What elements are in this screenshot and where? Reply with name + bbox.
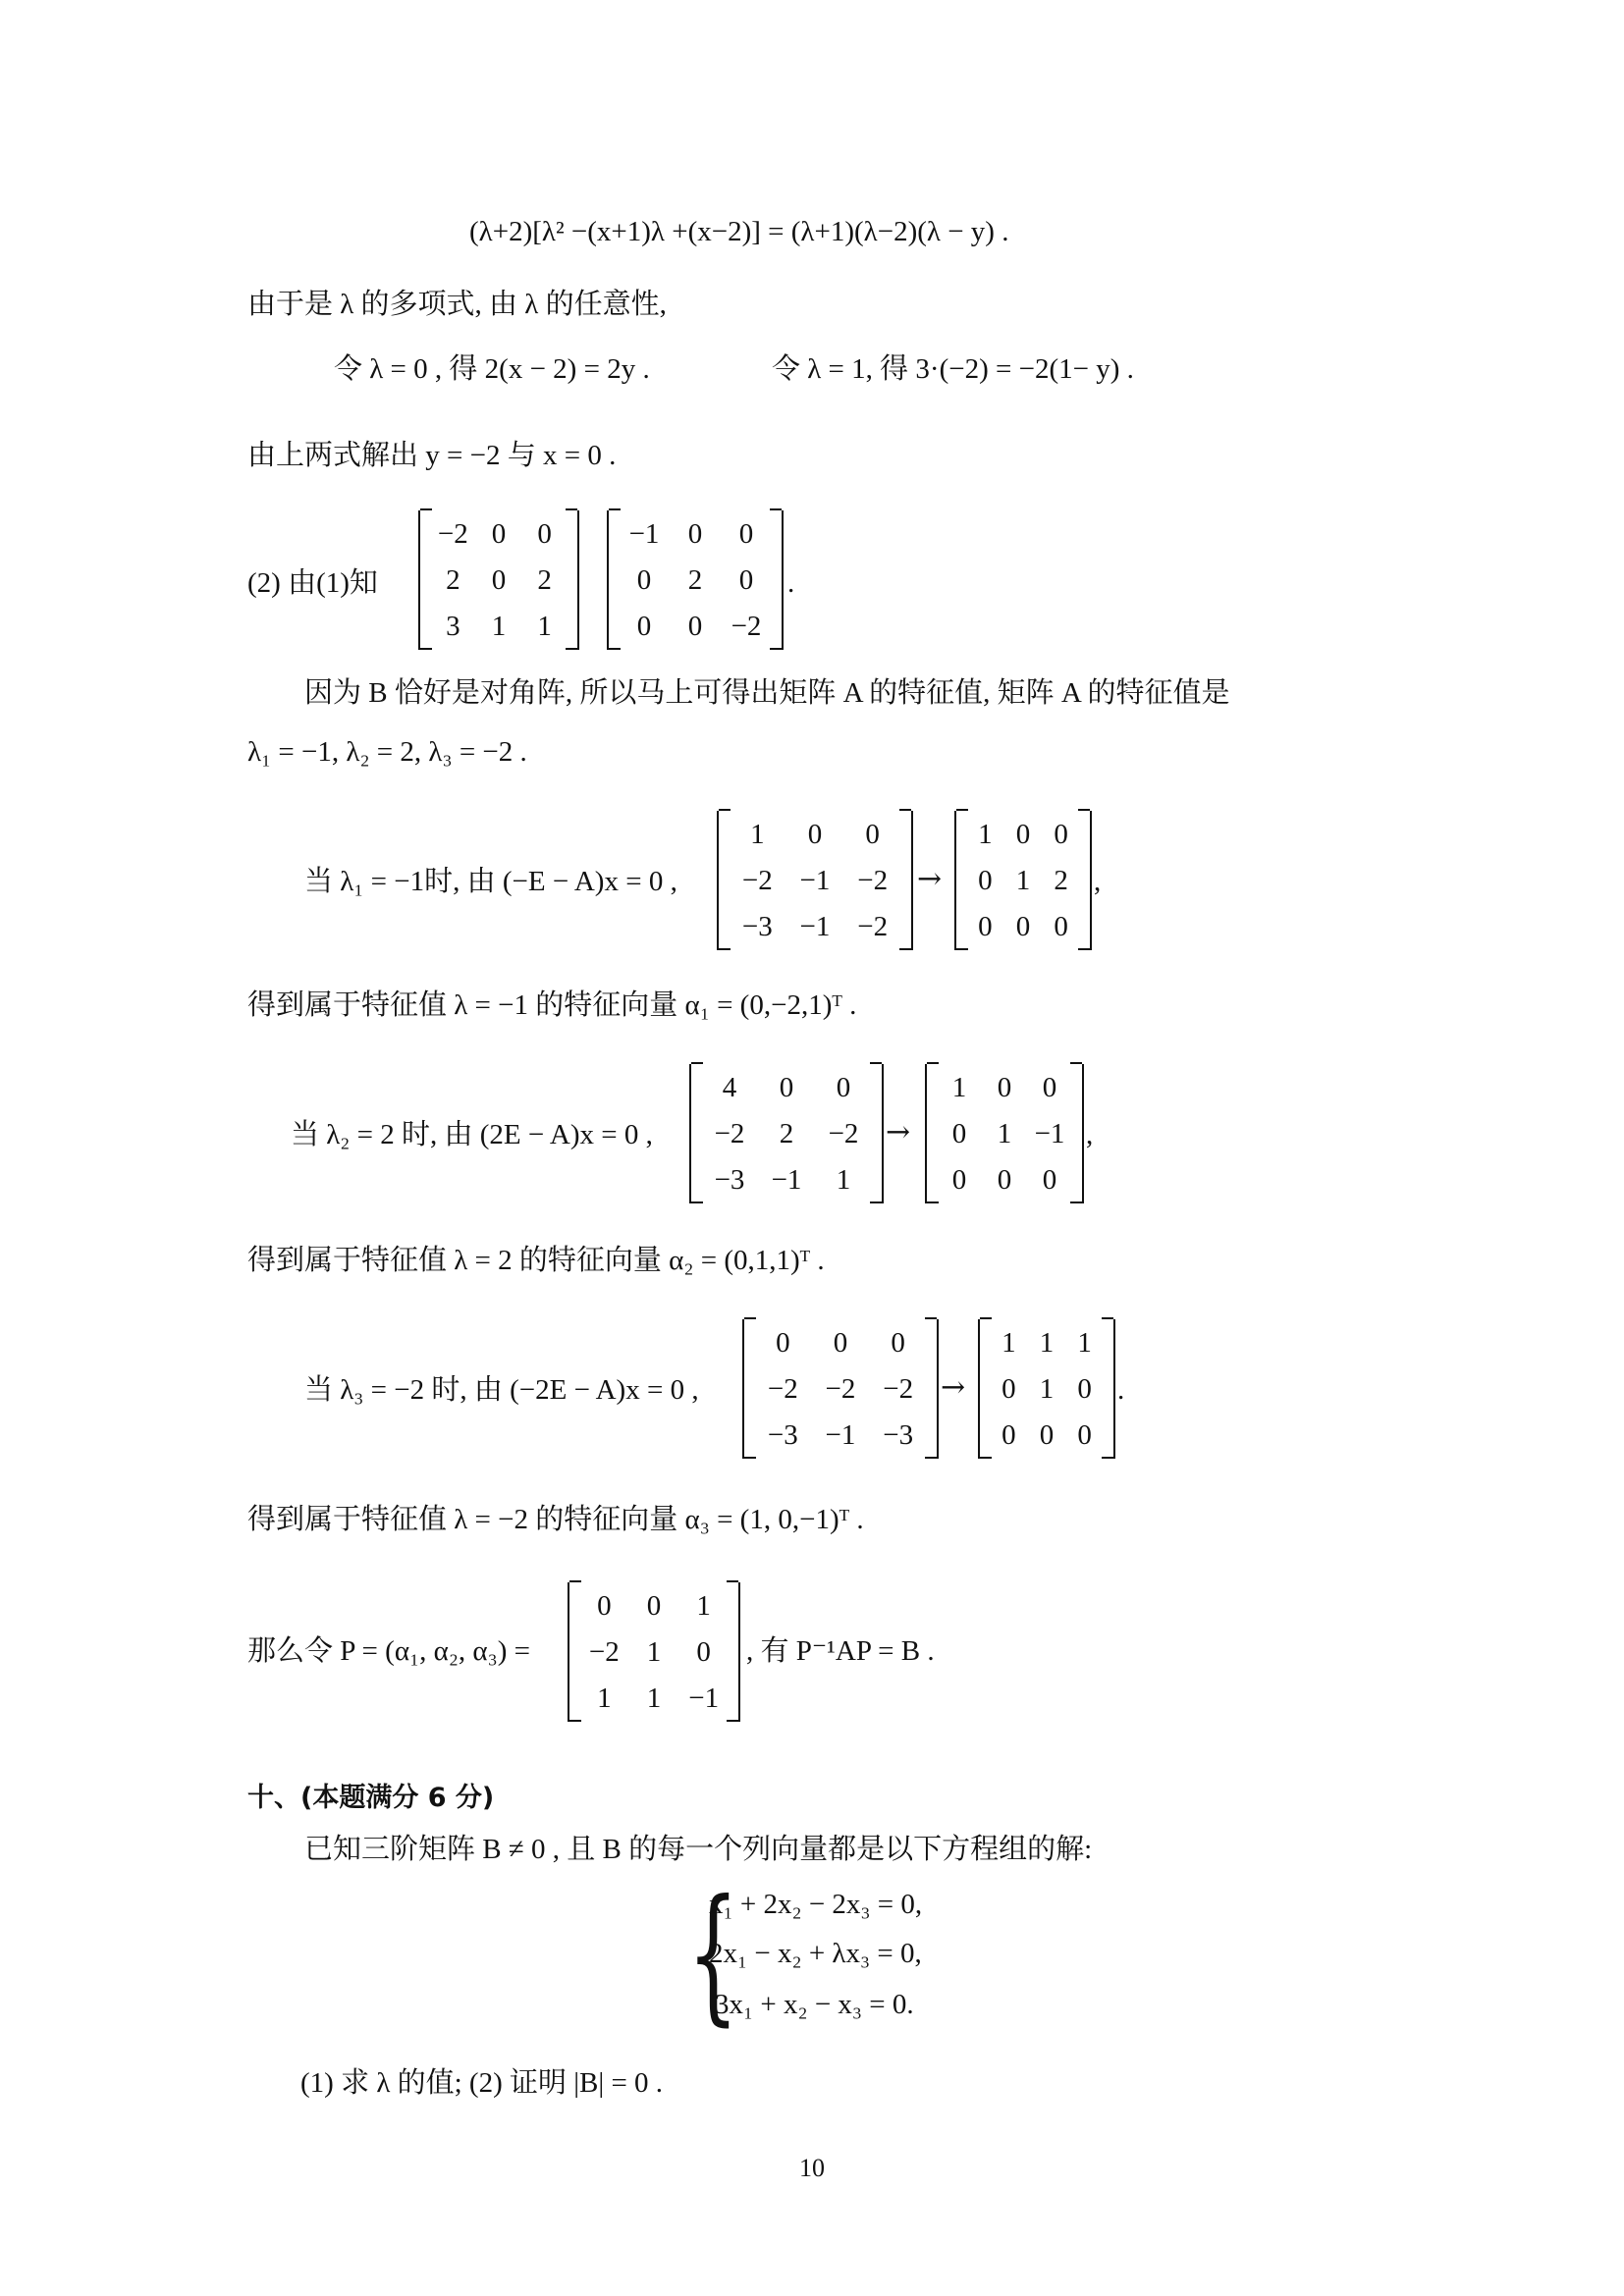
matrix-cell: 0 (1039, 1419, 1055, 1452)
matrix-cell: −2 (767, 1373, 798, 1405)
matrix-case2-b (925, 1064, 1084, 1203)
matrix-cell: 0 (687, 611, 703, 643)
matrix-cell: 1 (997, 1118, 1012, 1149)
matrix-cell: −1 (1034, 1118, 1065, 1149)
matrix-cell: 0 (951, 1164, 967, 1197)
matrix-cell: 1 (1015, 865, 1031, 896)
matrix-cell: −2 (857, 911, 889, 943)
matrix-case2-a (689, 1064, 884, 1203)
matrix-cell: 0 (738, 564, 754, 596)
matrix-cell: 0 (776, 1326, 790, 1359)
matrix-cell: 0 (738, 517, 754, 550)
matrix-case3-b (978, 1319, 1115, 1459)
text-line-4-prefix: (2) 由(1)知 (247, 567, 378, 599)
text-line-5: 因为 B 恰好是对角阵, 所以马上可得出矩阵 A 的特征值, 矩阵 A 的特征值是 (304, 677, 1230, 709)
section-10-heading: 十、(本题满分 6 分) (247, 1783, 495, 1813)
matrix-cell: −3 (714, 1164, 745, 1197)
matrix-bracket-cap (691, 1062, 703, 1064)
text-line-1: 由于是 λ 的多项式, 由 λ 的任意性, (247, 289, 667, 320)
matrix-cell: 1 (1039, 1326, 1055, 1359)
matrix-cell: 0 (1077, 1419, 1092, 1452)
matrix-case3-a (742, 1319, 939, 1459)
matrix-cell: −2 (741, 865, 773, 896)
matrix-bracket-cap (744, 1457, 756, 1459)
system-eq-2: 2x₁ − x₂ + λx₃ = 0, (709, 1938, 922, 1969)
matrix-cell: −2 (825, 1373, 856, 1405)
matrix-cell: −3 (883, 1419, 914, 1452)
matrix-cell: −2 (437, 517, 468, 550)
matrix-bracket-cap (1078, 948, 1090, 950)
system-eq-1: x₁ + 2x₂ − 2x₃ = 0, (709, 1889, 923, 1920)
matrix-cell: 0 (997, 1071, 1012, 1103)
p-definition-prefix: 那么令 P = (α₁, α₂, α₃) = (247, 1635, 530, 1667)
matrix-bracket-cap (569, 1580, 581, 1582)
question-10-text: 已知三阶矩阵 B ≠ 0 , 且 B 的每一个列向量都是以下方程组的解: (304, 1834, 1093, 1865)
text-line-3: 由上两式解出 y = −2 与 x = 0 . (247, 440, 617, 471)
matrix-cell: 0 (636, 611, 652, 643)
matrix-cell: 2 (1054, 865, 1068, 896)
matrix-cell: 1 (491, 611, 507, 643)
matrix-cell: 1 (646, 1636, 662, 1668)
matrix-cell: 2 (446, 564, 460, 596)
matrix-cell: 0 (951, 1118, 967, 1149)
matrix-cell: 0 (687, 517, 703, 550)
matrix-bracket-cap (420, 508, 432, 510)
matrix-cell: 0 (1054, 911, 1068, 943)
matrix-cell: −2 (731, 611, 762, 643)
matrix-cell: 0 (836, 1071, 851, 1103)
matrix-bracket-cap (980, 1457, 992, 1459)
p-definition-suffix: , 有 P⁻¹AP = B . (746, 1635, 935, 1667)
matrix-bracket-cap (925, 1317, 937, 1319)
arrow-3: → (941, 1370, 966, 1405)
matrix-bracket-cap (1102, 1317, 1113, 1319)
matrix-bracket-cap (566, 508, 577, 510)
case-2-prefix: 当 λ₂ = 2 时, 由 (2E − A)x = 0 , (291, 1119, 653, 1150)
matrix-case1-a (717, 811, 913, 950)
matrix-cell: 0 (891, 1326, 905, 1359)
matrix-cell: 0 (646, 1589, 662, 1622)
matrix-cell: 0 (978, 911, 993, 943)
page-number: 10 (799, 2154, 825, 2182)
matrix-cell: 1 (537, 611, 552, 643)
matrix-bracket-cap (744, 1317, 756, 1319)
eigenvector-3: 得到属于特征值 λ = −2 的特征向量 α₃ = (1, 0,−1)ᵀ . (247, 1504, 864, 1535)
matrix-cell: 0 (1077, 1373, 1092, 1405)
matrix-case1-b (954, 811, 1092, 950)
matrix-cell: 1 (1039, 1373, 1055, 1405)
eigenvector-2: 得到属于特征值 λ = 2 的特征向量 α₂ = (0,1,1)ᵀ . (247, 1245, 825, 1276)
matrix-bracket-cap (899, 948, 911, 950)
matrix-cell: 2 (779, 1118, 794, 1149)
matrix-bracket-cap (1078, 809, 1090, 811)
matrix-cell: 0 (1001, 1419, 1016, 1452)
text-line-2a: 令 λ = 0 , 得 2(x − 2) = 2y . (334, 353, 650, 385)
case-2-suffix: , (1086, 1119, 1094, 1150)
matrix-bracket-cap (770, 508, 782, 510)
matrix-cell: 0 (1042, 1071, 1057, 1103)
matrix-cell: 1 (978, 818, 993, 850)
matrix-s1 (418, 510, 579, 650)
matrix-cell: −1 (628, 517, 660, 550)
matrix-cell: 0 (997, 1164, 1012, 1197)
matrix-cell: −2 (714, 1118, 745, 1149)
matrix-bracket-cap (1070, 1062, 1082, 1064)
matrix-cell: −3 (767, 1419, 798, 1452)
matrix-cell: −1 (825, 1419, 856, 1452)
system-eq-3: 3x₁ + x₂ − x₃ = 0. (715, 1989, 914, 2020)
case-3-prefix: 当 λ₃ = −2 时, 由 (−2E − A)x = 0 , (304, 1374, 699, 1406)
case-1-prefix: 当 λ₁ = −1时, 由 (−E − A)x = 0 , (304, 866, 677, 897)
matrix-bracket-cap (1102, 1457, 1113, 1459)
text-line-6: λ₁ = −1, λ₂ = 2, λ₃ = −2 . (247, 736, 527, 768)
matrix-cell: 0 (779, 1071, 794, 1103)
matrix-cell: 1 (696, 1589, 711, 1622)
matrix-cell: 0 (1015, 818, 1031, 850)
matrix-cell: −1 (799, 911, 831, 943)
matrix-bracket-cap (1070, 1201, 1082, 1203)
matrix-bracket-cap (770, 648, 782, 650)
equation-top: (λ+2)[λ² −(x+1)λ +(x−2)] = (λ+1)(λ−2)(λ − y) . (469, 216, 1009, 247)
matrix-cell: 0 (537, 517, 552, 550)
matrix-cell: 0 (978, 865, 993, 896)
matrix-cell: −1 (799, 865, 831, 896)
matrix-cell: 0 (1054, 818, 1068, 850)
system-brace: { (687, 1869, 739, 2040)
matrix-cell: 1 (750, 818, 765, 850)
matrix-bracket-cap (956, 948, 968, 950)
matrix-bracket-cap (609, 508, 621, 510)
matrix-cell: 0 (833, 1326, 848, 1359)
matrix-cell: −2 (588, 1636, 620, 1668)
matrix-cell: 1 (836, 1164, 851, 1197)
case-1-suffix: , (1094, 866, 1102, 897)
matrix-bracket-cap (927, 1062, 939, 1064)
matrix-cell: 0 (636, 564, 652, 596)
question-10-parts: (1) 求 λ 的值; (2) 证明 |B| = 0 . (300, 2067, 664, 2099)
matrix-cell: 1 (1077, 1326, 1092, 1359)
arrow-1: → (917, 862, 943, 896)
matrix-cell: 0 (807, 818, 823, 850)
text-line-2b: 令 λ = 1, 得 3·(−2) = −2(1− y) . (772, 353, 1134, 385)
matrix-bracket-cap (566, 648, 577, 650)
matrix-cell: 0 (865, 818, 880, 850)
matrix-bracket-cap (727, 1720, 738, 1722)
matrix-cell: 1 (1001, 1326, 1016, 1359)
matrix-cell: 1 (597, 1682, 612, 1715)
matrix-cell: 0 (1001, 1373, 1016, 1405)
matrix-cell: 1 (646, 1682, 662, 1715)
matrix-cell: 0 (491, 564, 507, 596)
matrix-bracket-cap (420, 648, 432, 650)
matrix-cell: −2 (883, 1373, 914, 1405)
matrix-bracket-cap (899, 809, 911, 811)
matrix-bracket-cap (870, 1201, 882, 1203)
text-line-4-suffix: . (787, 567, 795, 599)
matrix-cell: 0 (1015, 911, 1031, 943)
matrix-bracket-cap (727, 1580, 738, 1582)
matrix-cell: 0 (1042, 1164, 1057, 1197)
matrix-cell: 4 (722, 1071, 737, 1103)
matrix-cell: 2 (687, 564, 703, 596)
eigenvector-1: 得到属于特征值 λ = −1 的特征向量 α₁ = (0,−2,1)ᵀ . (247, 989, 857, 1021)
matrix-bracket-cap (719, 948, 731, 950)
matrix-cell: −3 (741, 911, 773, 943)
case-3-suffix: . (1117, 1374, 1125, 1406)
matrix-bracket-cap (719, 809, 731, 811)
matrix-cell: 0 (696, 1636, 711, 1668)
matrix-cell: −1 (771, 1164, 802, 1197)
matrix-cell: −2 (828, 1118, 859, 1149)
matrix-p (568, 1582, 740, 1722)
matrix-bracket-cap (925, 1457, 937, 1459)
matrix-bracket-cap (609, 648, 621, 650)
matrix-cell: 0 (597, 1589, 612, 1622)
matrix-cell: 1 (951, 1071, 967, 1103)
matrix-bracket-cap (980, 1317, 992, 1319)
matrix-cell: 3 (446, 611, 460, 643)
matrix-bracket-cap (956, 809, 968, 811)
matrix-cell: −2 (857, 865, 889, 896)
matrix-bracket-cap (870, 1062, 882, 1064)
matrix-cell: 0 (491, 517, 507, 550)
matrix-cell: 2 (537, 564, 552, 596)
matrix-bracket-cap (927, 1201, 939, 1203)
matrix-bracket-cap (569, 1720, 581, 1722)
matrix-cell: −1 (688, 1682, 720, 1715)
arrow-2: → (886, 1115, 911, 1149)
matrix-s2 (607, 510, 784, 650)
matrix-bracket-cap (691, 1201, 703, 1203)
